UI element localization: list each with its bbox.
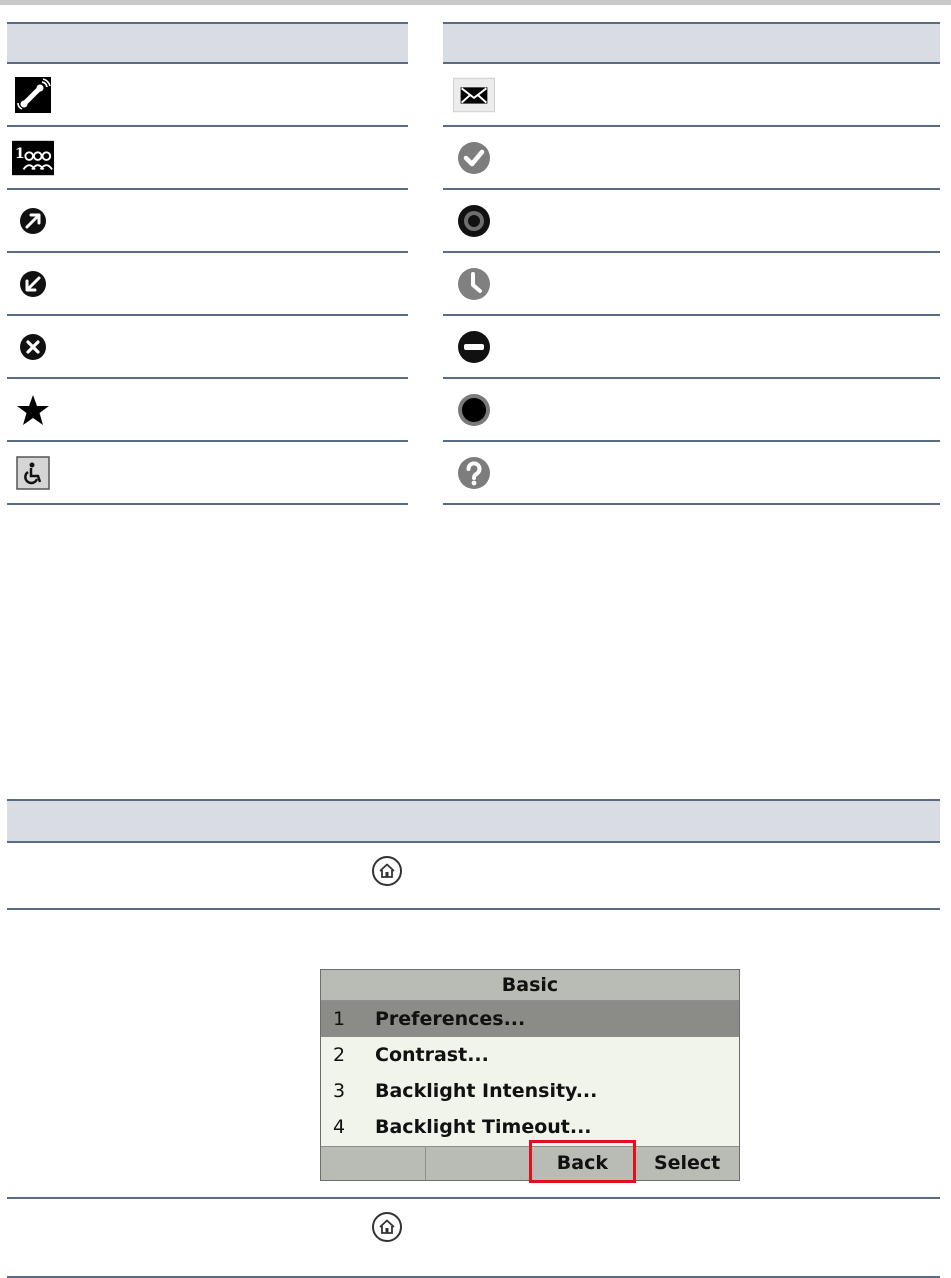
icon-table-left <box>7 22 408 505</box>
menu-item-label: Backlight Intensity... <box>375 1080 598 1102</box>
menu-item-label: Backlight Timeout... <box>375 1116 592 1138</box>
accessibility-icon <box>12 452 54 494</box>
favorite-star-icon <box>12 389 54 431</box>
busy-ring-icon <box>453 200 495 242</box>
table-row <box>443 316 940 379</box>
table-header <box>443 22 940 64</box>
call-forward-icon <box>12 74 54 116</box>
table-header <box>7 799 940 843</box>
screen-title: Basic <box>321 970 739 1001</box>
menu-item-label: Contrast... <box>375 1044 489 1066</box>
svg-text:1: 1 <box>14 146 25 162</box>
softkey-select[interactable]: Select <box>653 1152 721 1174</box>
away-clock-icon <box>453 263 495 305</box>
menu-item-number: 2 <box>333 1044 346 1066</box>
table-row <box>443 253 940 316</box>
unknown-question-icon <box>453 452 495 494</box>
missed-call-icon <box>12 326 54 368</box>
table-row <box>7 190 408 253</box>
home-key-icon <box>371 855 403 887</box>
menu-item-contrast[interactable] <box>321 1037 739 1073</box>
icon-table-right <box>443 22 940 505</box>
softkey-back[interactable]: Back <box>531 1147 636 1180</box>
table-row <box>443 379 940 442</box>
menu-item-label: Preferences... <box>375 1008 526 1030</box>
menu-item-number: 1 <box>333 1008 346 1030</box>
table-row <box>443 442 940 505</box>
table-row <box>443 64 940 127</box>
table-header <box>7 22 408 64</box>
menu-item-preferences[interactable] <box>321 1001 739 1037</box>
table-row <box>443 190 940 253</box>
table-row <box>7 316 408 379</box>
softkey-2[interactable] <box>426 1147 531 1180</box>
softkey-1[interactable] <box>321 1147 426 1180</box>
offline-dot-icon <box>453 389 495 431</box>
available-check-icon <box>453 137 495 179</box>
phone-screen <box>320 969 740 1181</box>
outgoing-call-icon <box>12 200 54 242</box>
home-key-icon <box>371 1211 403 1243</box>
back-softkey-highlight <box>529 1140 636 1183</box>
message-envelope-icon <box>453 74 495 116</box>
table-row <box>7 379 408 442</box>
table-row <box>7 64 408 127</box>
menu-item-number: 4 <box>333 1116 346 1138</box>
menu-item-backlight-intensity[interactable] <box>321 1073 739 1109</box>
conference-icon <box>12 137 54 179</box>
do-not-disturb-icon <box>453 326 495 368</box>
table-row <box>7 442 408 505</box>
table-row <box>7 1199 940 1278</box>
table-row <box>7 843 940 910</box>
menu-item-number: 3 <box>333 1080 346 1102</box>
table-row <box>7 910 940 1199</box>
table-row <box>443 127 940 190</box>
incoming-call-icon <box>12 263 54 305</box>
table-row <box>7 253 408 316</box>
procedure-table <box>7 799 940 1278</box>
page-top-rule <box>0 0 951 5</box>
table-row <box>7 127 408 190</box>
